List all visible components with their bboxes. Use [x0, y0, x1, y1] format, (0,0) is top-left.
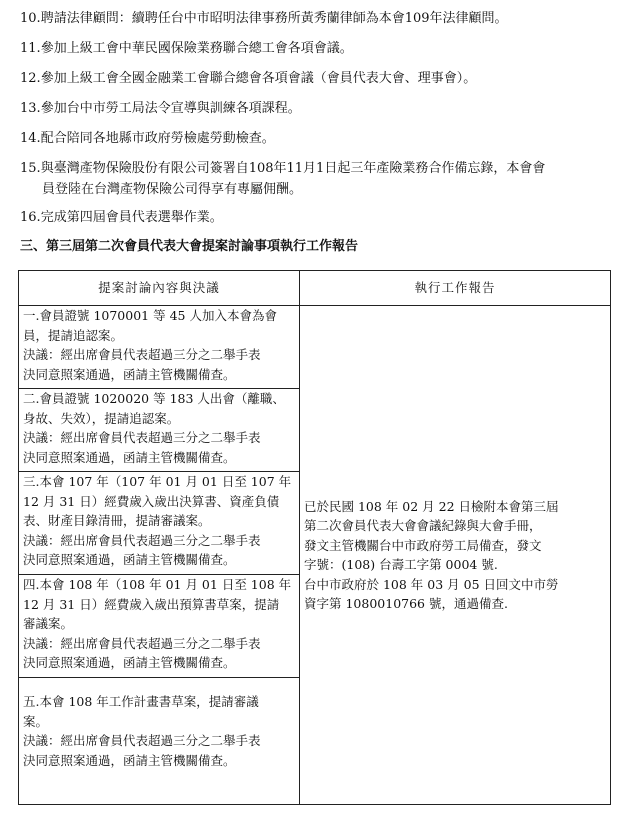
item-number: 12.: [20, 71, 41, 86]
proposal-line: 身故、失效），提請追認案。: [23, 410, 180, 426]
table-header-row: [19, 271, 611, 306]
proposal-line: 決議：經出席會員代表超過三分之二舉手表: [23, 430, 261, 445]
proposal-line: 決議：經出席會員代表超過三分之二舉手表: [23, 635, 261, 651]
list-item-14: [20, 128, 620, 149]
report-line: 字號：(108) 台壽工字第 0004 號.: [304, 557, 498, 572]
list-item-12: [20, 68, 620, 89]
item-number: 16.: [20, 210, 41, 225]
proposal-line: 案。: [23, 713, 49, 729]
item-text: 與臺灣產物保險股份有限公司簽署自108年11月1日起三年產險業務合作備忘錄，本會會: [40, 161, 546, 176]
proposal-cell-2: [19, 389, 300, 472]
item-text: 完成第四屆會員代表選舉作業。: [40, 210, 223, 225]
execution-report-cell: [300, 306, 611, 805]
item-number: 13.: [20, 101, 41, 116]
proposal-line: 二.會員證號 1020020 等 183 人出會（離職、: [23, 391, 285, 406]
proposal-line: 決議：經出席會員代表超過三分之二舉手表: [23, 532, 261, 548]
proposal-line: 審議案。: [23, 616, 74, 631]
proposal-cell-5: [19, 678, 300, 805]
report-line: 已於民國 108 年 02 月 22 日檢附本會第三屆: [304, 498, 559, 514]
list-item-15: [20, 158, 620, 200]
list-item-10: [20, 8, 620, 29]
proposal-line: 決同意照案通過，函請主管機關備查。: [23, 552, 236, 567]
proposal-cell-3: [19, 472, 300, 575]
item-text: 參加上級工會全國金融業工會聯合總會各項會議（會員代表大會、理事會）。: [40, 71, 477, 86]
list-item-16: [20, 207, 620, 228]
item-text: 聘請法律顧問：續聘任台中市昭明法律事務所黃秀蘭律師為本會109年法律顧問。: [40, 11, 508, 26]
report-line: 資字第 1080010766 號，通過備查.: [304, 596, 508, 611]
item-number: 10.: [20, 11, 41, 26]
proposal-line: 決同意照案通過，函請主管機關備查。: [23, 752, 236, 768]
report-line: 發文主管機關台中市政府勞工局備查，發文: [304, 537, 542, 553]
proposal-line: 決議：經出席會員代表超過三分之二舉手表: [23, 733, 261, 748]
proposal-line: 決同意照案通過，函請主管機關備查。: [23, 449, 236, 465]
proposal-line: 三.本會 107 年（107 年 01 月 01 日至 107 年: [23, 474, 292, 489]
proposal-cell-4: [19, 575, 300, 678]
item-text: 配合陪同各地縣市政府勞檢處勞動檢查。: [40, 131, 275, 146]
proposal-line: 12 月 31 日）經費歲入歲出決算書、資產負債: [23, 493, 280, 509]
proposal-line: 決同意照案通過，函請主管機關備查。: [23, 655, 236, 670]
report-line: 台中市政府於 108 年 03 月 05 日回文中市勞: [304, 576, 559, 592]
table-row: [19, 306, 611, 389]
proposal-line: 員，提請追認案。: [23, 327, 124, 343]
list-item-11: [20, 38, 620, 59]
proposal-line: 決同意照案通過，函請主管機關備查。: [23, 366, 236, 382]
proposal-line: 決議：經出席會員代表超過三分之二舉手表: [23, 347, 261, 362]
proposal-line: 一.會員證號 1070001 等 45 人加入本會為會: [23, 308, 277, 323]
header-proposal: 提案討論內容與決議: [19, 271, 300, 306]
section-heading: 三、第三屆第二次會員代表大會提案討論事項執行工作報告: [20, 239, 359, 254]
proposal-cell-1: [19, 306, 300, 389]
item-number: 11.: [20, 41, 41, 56]
list-item-13: [20, 98, 620, 119]
proposal-line: 五.本會 108 年工作計畫書草案，提請審議: [23, 694, 259, 709]
item-text: 參加上級工會中華民國保險業務聯合總工會各項會議。: [40, 41, 353, 56]
item-text-continued: 員登陸在台灣產物保險公司得享有專屬佣酬。: [42, 182, 303, 197]
proposal-line: 12 月 31 日）經費歲入歲出預算書草案，提請: [23, 596, 280, 612]
item-number: 15.: [20, 161, 41, 176]
proposal-line: 表、財產目錄清冊，提請審議案。: [23, 513, 211, 528]
proposal-line: 四.本會 108 年（108 年 01 月 01 日至 108 年: [23, 577, 292, 592]
proposal-report-table: [18, 270, 611, 805]
item-number: 14.: [20, 131, 41, 146]
item-text: 參加台中市勞工局法令宣導與訓練各項課程。: [40, 101, 301, 116]
header-report: 執行工作報告: [300, 271, 611, 306]
report-line: 第二次會員代表大會會議紀錄與大會手冊，: [304, 518, 542, 533]
